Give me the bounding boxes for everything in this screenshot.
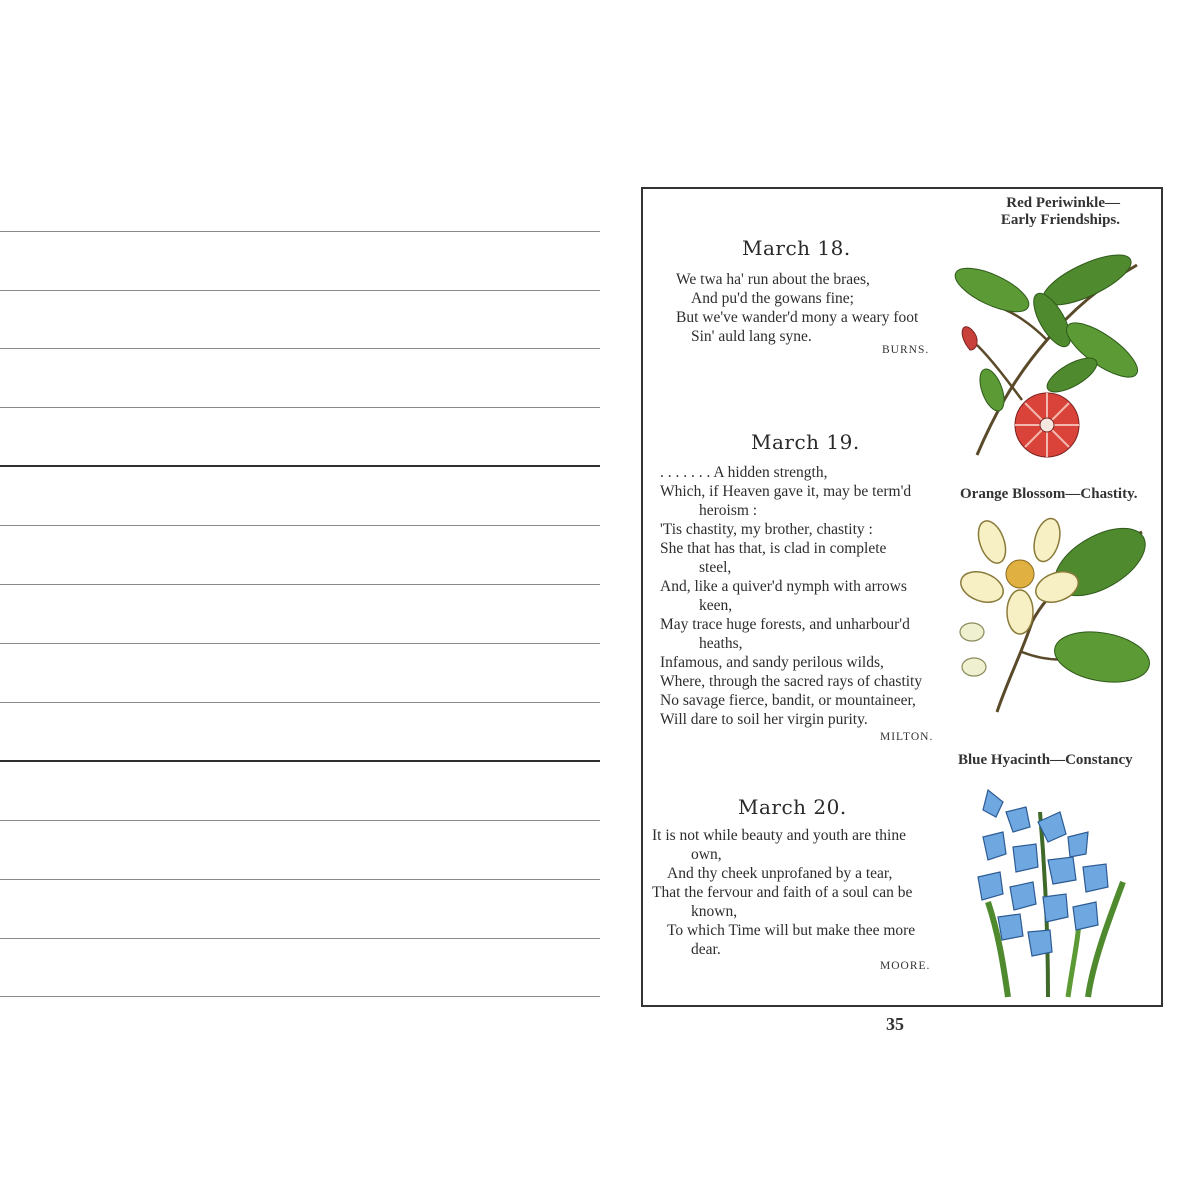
- ruled-line: [0, 407, 600, 408]
- author-moore: MOORE.: [880, 960, 931, 972]
- verse-line: Sin' auld lang syne.: [691, 328, 812, 345]
- section-divider-line: [0, 465, 600, 467]
- section-divider-line: [0, 760, 600, 762]
- verse-line: No savage fierce, bandit, or mountaineer,: [660, 692, 916, 709]
- verse-line: known,: [691, 903, 738, 920]
- author-milton: MILTON.: [880, 731, 934, 743]
- red-periwinkle-label-line1: Red Periwinkle—: [1006, 195, 1120, 211]
- verse-line: dear.: [691, 941, 721, 958]
- verse-line: heaths,: [699, 635, 743, 652]
- ruled-line: [0, 996, 600, 997]
- verse-line: And, like a quiver'd nymph with arrows: [660, 578, 907, 595]
- verse-line: keen,: [699, 597, 733, 614]
- ruled-line: [0, 584, 600, 585]
- verse-line: That the fervour and faith of a soul can be: [652, 884, 913, 901]
- ruled-line: [0, 231, 600, 232]
- verse-line: Which, if Heaven gave it, may be term'd: [660, 483, 912, 500]
- verse-line: It is not while beauty and youth are thine: [652, 827, 906, 844]
- verse-line: steel,: [699, 559, 732, 576]
- orange-blossom-illustration: [952, 512, 1157, 717]
- verse-line: Infamous, and sandy perilous wilds,: [660, 654, 884, 671]
- verse-line: And thy cheek unprofaned by a tear,: [667, 865, 893, 882]
- orange-blossom-label: Orange Blossom—Chastity.: [960, 486, 1138, 502]
- verse-march-18: [676, 270, 918, 346]
- red-periwinkle-illustration: [952, 250, 1152, 460]
- ruled-line: [0, 879, 600, 880]
- page-number: 35: [886, 1014, 904, 1034]
- ruled-line: [0, 348, 600, 349]
- verse-line: 'Tis chastity, my brother, chastity :: [660, 521, 873, 538]
- ruled-line: [0, 525, 600, 526]
- verse-line: And pu'd the gowans fine;: [691, 290, 854, 307]
- entry-date-march-19: March 19.: [751, 430, 860, 454]
- verse-line: Will dare to soil her virgin purity.: [660, 711, 868, 728]
- verse-march-20: [652, 826, 915, 959]
- verse-line: We twa ha' run about the braes,: [676, 271, 870, 288]
- verse-line: May trace huge forests, and unharbour'd: [660, 616, 910, 633]
- ruled-line: [0, 702, 600, 703]
- verse-march-19: [660, 463, 922, 729]
- entry-date-march-18: March 18.: [742, 236, 851, 260]
- verse-line: . . . . . . . A hidden strength,: [660, 464, 828, 481]
- ruled-line: [0, 290, 600, 291]
- verse-line: But we've wander'd mony a weary foot: [676, 309, 919, 326]
- verse-line: To which Time will but make thee more: [667, 922, 916, 939]
- verse-line: Where, through the sacred rays of chastity: [660, 673, 923, 690]
- red-periwinkle-label: [990, 195, 1120, 229]
- author-burns: BURNS.: [882, 344, 930, 356]
- entry-date-march-20: March 20.: [738, 795, 847, 819]
- red-periwinkle-label-line2: Early Friendships.: [1000, 212, 1120, 228]
- blue-hyacinth-label: Blue Hyacinth—Constancy: [958, 752, 1133, 768]
- blue-hyacinth-illustration: [968, 782, 1133, 1002]
- verse-line: She that has that, is clad in complete: [660, 540, 887, 557]
- ruled-line: [0, 643, 600, 644]
- ruled-line: [0, 938, 600, 939]
- ruled-line: [0, 820, 600, 821]
- verse-line: own,: [691, 846, 722, 863]
- verse-line: heroism :: [699, 502, 758, 519]
